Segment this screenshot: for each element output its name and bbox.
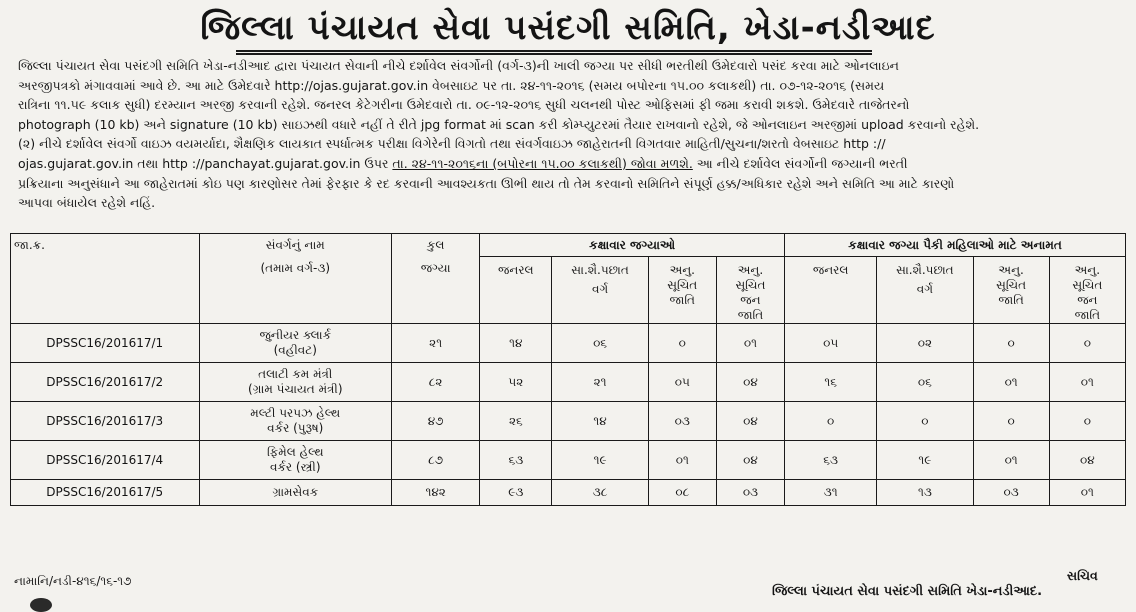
women-sebc-posts: ૦૬: [877, 363, 973, 402]
header-women-sc: અનુ. સૂચિત જાતિ: [973, 257, 1049, 324]
header-women-general: જનરલ: [785, 257, 877, 324]
signatory-title: સચિવ: [1067, 568, 1098, 583]
body-line: પ્રક્રિયાના અનુસંધાને આ જાહેરાતમાં કોઇ પણ કારણોસર તેમાં ફેરફાર કે રદ કરવાની આવશ્યકતા ઊભી થાય તો તેમ કરવાનો સમિતિને સંપૂર્ણ હક્ક/અધિકાર રહેશે અને સમિતિ આ માટે કારણો: [18, 175, 955, 191]
header-women-sebc: સા.શૈ.પછાત વર્ગ: [877, 257, 973, 324]
general-posts: ૫૨: [480, 363, 552, 402]
sebc-posts: ૦૬: [552, 324, 648, 363]
women-sc-posts: ૦: [973, 402, 1049, 441]
header-total: કુલ જગ્યા: [392, 234, 480, 324]
body-line: photograph (10 kb) અને signature (10 kb) સાઇઝથી વધારે નહીં તે રીતે jpg format માં scan કરી કોમ્પ્યુટરમાં તૈયાર રાખવાનો રહેશે, જે ઓનલાઇન અરજીમાં upload કરવાનો રહેશે.: [18, 116, 980, 132]
posts-table: [10, 233, 1126, 506]
header-category-posts: કક્ષાવાર જગ્યાઓ: [480, 234, 785, 257]
title-underline: [236, 50, 872, 52]
table-row: [11, 402, 1126, 441]
post-code: DPSSC16/201617/2: [11, 363, 200, 402]
women-sebc-posts: ૦: [877, 402, 973, 441]
body-line: [18, 154, 1118, 174]
sebc-posts: ૨૧: [552, 363, 648, 402]
table-row: [11, 480, 1126, 506]
body-line: (૨) નીચે દર્શાવેલ સંવર્ગો વાઇઝ વયમર્યાદા, શૈક્ષણિક લાયકાત સ્પર્ધાત્મક પરીક્ષા વિગેરેની વિગતો તથા સંવર્ગવાઇઝ જાહેરાતની વિગતવાર માહિતી/સુચના/શરતો વેબસાઇટ http ://: [18, 136, 886, 152]
total-posts: ૮૭: [392, 441, 480, 480]
notice-body: [18, 56, 1118, 213]
total-posts: ૮૨: [392, 363, 480, 402]
header-women-st: અનુ. સૂચિત જન જાતિ: [1049, 257, 1125, 324]
body-line: રાત્રિના ૧૧.૫૯ કલાક સુધી) દરમ્યાન અરજી કરવાની રહેશે. જનરલ કેટેગરીના ઉમેદવારો તા. ૦૯-૧૨-૨૦૧૬ સુધી ચલનથી પોસ્ટ ઓફિસમાં ફી જમા કરાવી શકશે. ઉમેદવારે તાજેતરનો: [18, 97, 910, 113]
sc-posts: ૦૫: [648, 363, 716, 402]
general-posts: ૯૩: [480, 480, 552, 506]
sebc-posts: ૧૪: [552, 402, 648, 441]
cadre-name: તલાટી કમ મંત્રી (ગ્રામ પંચાયત મંત્રી): [199, 363, 392, 402]
body-line: અરજીપત્રકો મંગાવવામાં આવે છે. આ માટે ઉમેદવારે http://ojas.gujarat.gov.in વેબસાઇટ પર તા. ૨૪-૧૧-૨૦૧૬ (સમય બપોરના ૧૫.૦૦ કલાકથી) તા. ૦૭-૧૨-૨૦૧૬ (સમય: [18, 77, 885, 93]
table-row: [11, 324, 1126, 363]
post-code: DPSSC16/201617/4: [11, 441, 200, 480]
women-sc-posts: ૦: [973, 324, 1049, 363]
st-posts: ૦૪: [716, 363, 784, 402]
sc-posts: ૦૧: [648, 441, 716, 480]
table-row: [11, 441, 1126, 480]
women-general-posts: ૧૬: [785, 363, 877, 402]
body-text: ojas.gujarat.gov.in તથા http ://panchayat.gujarat.gov.in ઉપર: [18, 155, 393, 171]
general-posts: ૨૬: [480, 402, 552, 441]
sc-posts: ૦: [648, 324, 716, 363]
st-posts: ૦૧: [716, 324, 784, 363]
total-posts: ૪૭: [392, 402, 480, 441]
table-row: [11, 363, 1126, 402]
st-posts: ૦૪: [716, 441, 784, 480]
women-sc-posts: ૦૩: [973, 480, 1049, 506]
total-posts: ૧૪૨: [392, 480, 480, 506]
body-text: આ નીચે દર્શાવેલ સંવર્ગોની જગ્યાની ભરતી: [692, 155, 908, 171]
st-posts: ૦૩: [716, 480, 784, 506]
issuing-office: જિલ્લા પંચાયત સેવા પસંદગી સમિતિ ખેડા-નડીઆદ.: [772, 584, 1043, 599]
women-sebc-posts: ૦૨: [877, 324, 973, 363]
total-posts: ૨૧: [392, 324, 480, 363]
cadre-name: ફિમેલ હેલ્થ વર્કર (સ્ત્રી): [199, 441, 392, 480]
general-posts: ૬૩: [480, 441, 552, 480]
body-line: જિલ્લા પંચાયત સેવા પસંદગી સમિતિ ખેડા-નડીઆદ દ્વારા પંચાયત સેવાની નીચે દર્શાવેલ સંવર્ગોની (વર્ગ-૩)ની ખાલી જગ્યા પર સીધી ભરતીથી ઉમેદવારો પસંદ કરવા માટે ઓનલાઇન: [18, 58, 899, 73]
header-st: અનુ. સૂચિત જન જાતિ: [716, 257, 784, 324]
sc-posts: ૦૩: [648, 402, 716, 441]
women-sebc-posts: ૧૩: [877, 480, 973, 506]
cadre-name: જુનીયર ક્લાર્ક (વહીવટ): [199, 324, 392, 363]
women-general-posts: ૬૩: [785, 441, 877, 480]
women-st-posts: ૦: [1049, 324, 1125, 363]
general-posts: ૧૪: [480, 324, 552, 363]
women-st-posts: ૦૪: [1049, 441, 1125, 480]
header-code: જા.ક્ર.: [11, 234, 200, 324]
header-general: જનરલ: [480, 257, 552, 324]
women-general-posts: ૦૫: [785, 324, 877, 363]
post-code: DPSSC16/201617/5: [11, 480, 200, 506]
header-cadre-name: સંવર્ગનું નામ (તમામ વર્ગ-૩): [199, 234, 392, 324]
header-sebc: સા.શૈ.પછાત વર્ગ: [552, 257, 648, 324]
st-posts: ૦૪: [716, 402, 784, 441]
notice-title: જિલ્લા પંચાયત સેવા પસંદગી સમિતિ, ખેડા-નડીઆદ: [200, 8, 936, 48]
women-sc-posts: ૦૧: [973, 363, 1049, 402]
women-sc-posts: ૦૧: [973, 441, 1049, 480]
reference-number: નામાનિ/નડી-૪૧૬/૧૬-૧૭: [14, 574, 132, 588]
underlined-date-text: તા. ૨૪-૧૧-૨૦૧૬ના (બપોરના ૧૫.૦૦ કલાકથી) જોવા મળશે.: [392, 155, 693, 171]
header-women-reserved: કક્ષાવાર જગ્યા પૈકી મહિલાઓ માટે અનામત: [785, 234, 1126, 257]
post-code: DPSSC16/201617/1: [11, 324, 200, 363]
women-st-posts: ૦: [1049, 402, 1125, 441]
title-underline-2: [236, 53, 872, 55]
header-sc: અનુ. સૂચિત જાતિ: [648, 257, 716, 324]
women-st-posts: ૦૧: [1049, 363, 1125, 402]
women-general-posts: ૦: [785, 402, 877, 441]
women-general-posts: ૩૧: [785, 480, 877, 506]
cadre-name: ગ્રામસેવક: [199, 480, 392, 506]
sebc-posts: ૧૯: [552, 441, 648, 480]
sc-posts: ૦૮: [648, 480, 716, 506]
women-sebc-posts: ૧૯: [877, 441, 973, 480]
body-line: આપવા બંધાયેલ રહેશે નહિં.: [18, 195, 156, 211]
page-edge-shadow: [30, 598, 52, 612]
sebc-posts: ૩૮: [552, 480, 648, 506]
cadre-name: મલ્ટી પરપઝ હેલ્થ વર્કર (પુરૂષ): [199, 402, 392, 441]
women-st-posts: ૦૧: [1049, 480, 1125, 506]
post-code: DPSSC16/201617/3: [11, 402, 200, 441]
